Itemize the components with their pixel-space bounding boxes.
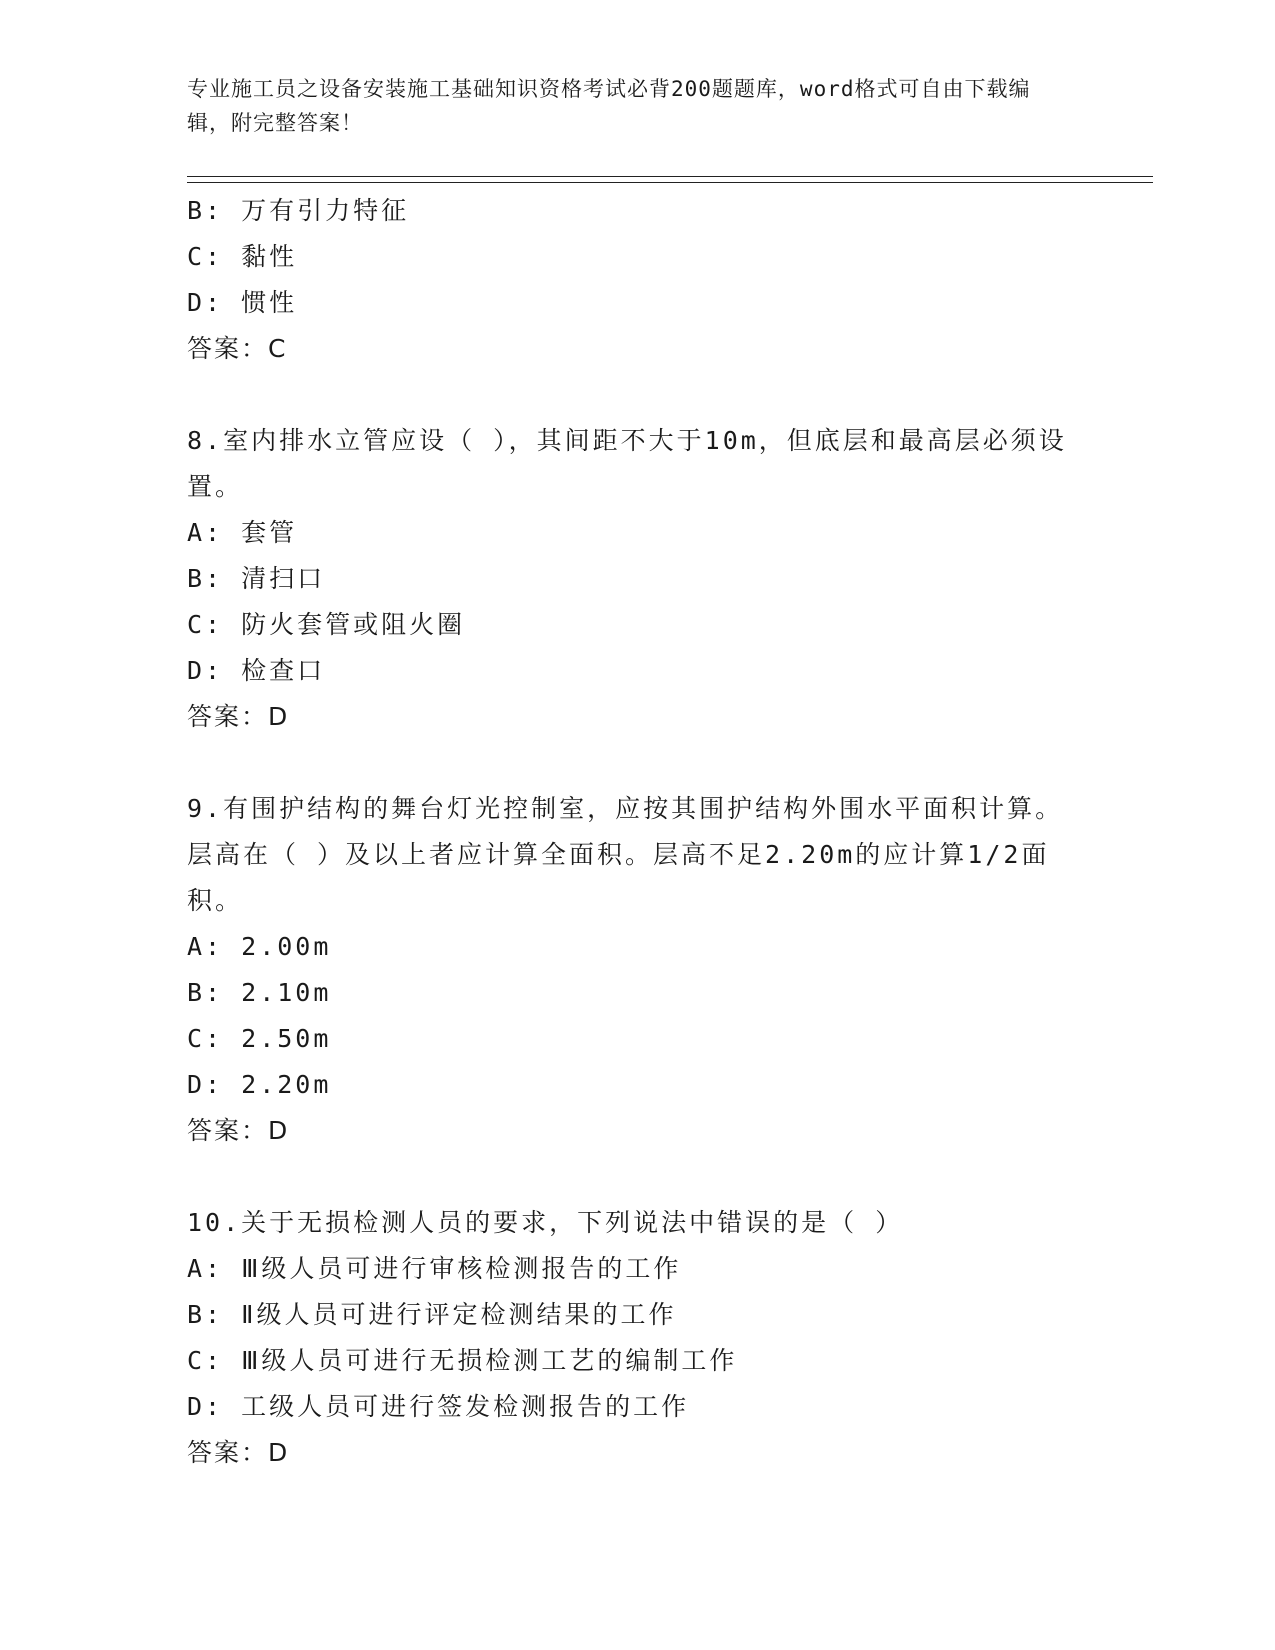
option-b: B: 万有引力特征 [187, 196, 410, 225]
option-d: D: 工级人员可进行签发检测报告的工作 [187, 1392, 690, 1421]
option-a: A: Ⅲ级人员可进行审核检测报告的工作 [187, 1254, 682, 1283]
option-c: C: 2.50m [187, 1024, 332, 1053]
answer-line: 答案：C [187, 334, 288, 363]
option-b: B: Ⅱ级人员可进行评定检测结果的工作 [187, 1300, 677, 1329]
option-d: D: 惯性 [187, 288, 298, 317]
question-text: 10.关于无损检测人员的要求，下列说法中错误的是（ ） [187, 1208, 904, 1237]
option-b: B: 清扫口 [187, 564, 326, 593]
question-text: 9.有围护结构的舞台灯光控制室，应按其围护结构外围水平面积计算。层高在（ ）及以上者应计算全面积。层高不足2.20m的应计算1/2面积。 [187, 794, 1064, 915]
header-rule-bottom [187, 182, 1153, 183]
option-c: C: 黏性 [187, 242, 298, 271]
question-text: 8.室内排水立管应设（ ），其间距不大于10m，但底层和最高层必须设置。 [187, 426, 1067, 501]
question-content [187, 188, 1067, 1476]
question-9 [187, 786, 1067, 1154]
option-d: D: 2.20m [187, 1070, 332, 1099]
option-c: C: 防火套管或阻火圈 [187, 610, 466, 639]
option-a: A: 套管 [187, 518, 298, 547]
document-header: 专业施工员之设备安装施工基础知识资格考试必背200题题库，word格式可自由下载编辑，附完整答案！ [187, 77, 1031, 135]
option-a: A: 2.00m [187, 932, 332, 961]
question-10 [187, 1200, 1067, 1476]
option-d: D: 检查口 [187, 656, 326, 685]
question-7-carryover [187, 188, 1067, 372]
option-b: B: 2.10m [187, 978, 332, 1007]
option-c: C: Ⅲ级人员可进行无损检测工艺的编制工作 [187, 1346, 738, 1375]
answer-line: 答案：D [187, 1116, 290, 1145]
header-rule-top [187, 176, 1153, 177]
answer-line: 答案：D [187, 1438, 290, 1467]
answer-line: 答案：D [187, 702, 290, 731]
question-8 [187, 418, 1067, 740]
